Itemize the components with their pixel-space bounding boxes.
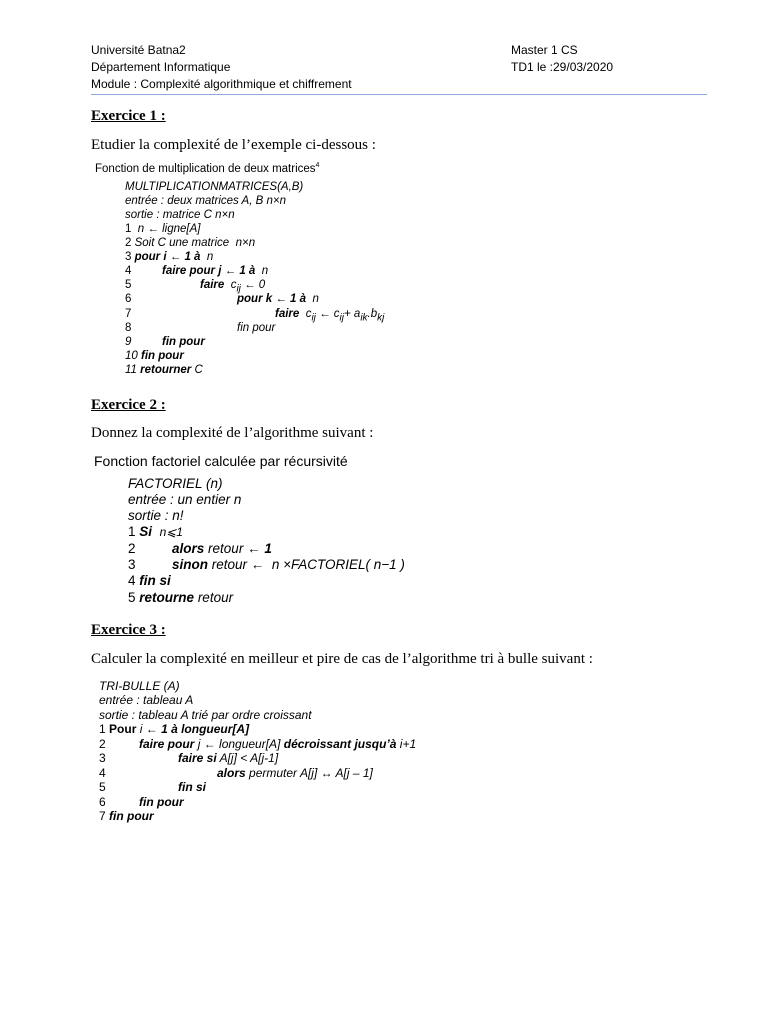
code-line: 4 bbox=[99, 766, 106, 780]
algorithm-caption: Fonction factoriel calculée par récursivité bbox=[94, 453, 348, 469]
code-line-body: faire pour j ← longueur[A] décroissant jusqu’à i+1 bbox=[139, 737, 417, 751]
code-line: 8 bbox=[125, 322, 132, 334]
code-line-body: fin si bbox=[178, 780, 207, 794]
code-line-body: faire pour j ← 1 à n bbox=[162, 265, 269, 277]
code-line-body: alors retour ← 1 bbox=[172, 541, 272, 556]
algorithm-input: entrée : tableau A bbox=[99, 693, 194, 707]
code-line-body: faire $c_{ij}$ ← $c_{ij}+ a_{ik}.b_{kj}$ bbox=[275, 308, 385, 324]
algorithm-output: sortie : n! bbox=[128, 508, 184, 523]
algorithm-output: sortie : matrice C n×n bbox=[125, 209, 235, 221]
td-date: TD1 le :29/03/2020 bbox=[511, 60, 614, 74]
code-line: 7 bbox=[125, 308, 132, 320]
code-line-body: fin pour bbox=[162, 336, 205, 348]
header-divider bbox=[91, 94, 707, 95]
code-line-body: faire $c_{ij}$ ← 0 bbox=[200, 279, 266, 295]
code-line: 4 fin si bbox=[128, 573, 171, 588]
code-line-body: pour k ← 1 à n bbox=[237, 293, 319, 305]
algorithm-input: entrée : deux matrices A, B n×n bbox=[125, 195, 286, 207]
code-line: 2 bbox=[128, 541, 136, 556]
exercise-1-title: Exercice 1 : bbox=[91, 108, 166, 124]
code-line-body: faire si A[j] < A[j-1] bbox=[178, 751, 279, 765]
level-label: Master 1 CS bbox=[511, 43, 578, 57]
university-name: Université Batna2 bbox=[91, 43, 186, 57]
exercise-1-statement: Etudier la complexité de l’exemple ci-dessous : bbox=[91, 137, 376, 153]
department-name: Département Informatique bbox=[91, 60, 231, 74]
algorithm-output: sortie : tableau A trié par ordre croissant bbox=[99, 708, 312, 722]
code-line: 3 bbox=[128, 557, 136, 572]
code-line: 7 fin pour bbox=[99, 809, 154, 823]
code-line: 3 bbox=[99, 751, 106, 765]
code-line: 11 retourner C bbox=[125, 364, 203, 376]
code-line: 5 bbox=[125, 279, 132, 291]
exercise-3-title: Exercice 3 : bbox=[91, 622, 166, 638]
code-line: 6 bbox=[125, 293, 132, 305]
code-line: 1 n ← ligne[A] bbox=[125, 223, 201, 235]
code-line: 1 Pour i ← 1 à longueur[A] bbox=[99, 722, 250, 736]
code-line: 2 Soit C une matrice n×n bbox=[125, 237, 256, 249]
code-line: 6 bbox=[99, 795, 106, 809]
module-name: Module : Complexité algorithmique et chiffrement bbox=[91, 77, 352, 91]
algorithm-caption: Fonction de multiplication de deux matrices$^4$ bbox=[95, 162, 320, 175]
code-line: 5 retourne retour bbox=[128, 590, 234, 605]
exercise-2-title: Exercice 2 : bbox=[91, 397, 166, 413]
code-line: 5 bbox=[99, 780, 106, 794]
code-line: 2 bbox=[99, 737, 106, 751]
algorithm-name: TRI-BULLE (A) bbox=[99, 679, 180, 693]
code-line: 4 bbox=[125, 265, 132, 277]
algorithm-name: MULTIPLICATIONMATRICES(A,B) bbox=[125, 181, 304, 193]
code-line-body: fin pour bbox=[139, 795, 184, 809]
code-line: 1 Si n⩽1 bbox=[128, 524, 183, 539]
code-line: 10 fin pour bbox=[125, 350, 184, 362]
code-line-body: fin pour bbox=[237, 322, 276, 334]
code-line: 9 bbox=[125, 336, 132, 348]
code-line-body: sinon retour ← n ×FACTORIEL( n−1 ) bbox=[172, 557, 405, 572]
algorithm-input: entrée : un entier n bbox=[128, 492, 242, 507]
exercise-3-statement: Calculer la complexité en meilleur et pire de cas de l’algorithme tri à bulle suivant : bbox=[91, 651, 593, 667]
code-line-body: alors permuter A[j] ↔ A[j – 1] bbox=[217, 766, 373, 780]
exercise-2-statement: Donnez la complexité de l’algorithme suivant : bbox=[91, 425, 374, 441]
code-line: 3 pour i ← 1 à n bbox=[125, 251, 214, 263]
algorithm-name: FACTORIEL (n) bbox=[128, 476, 223, 491]
